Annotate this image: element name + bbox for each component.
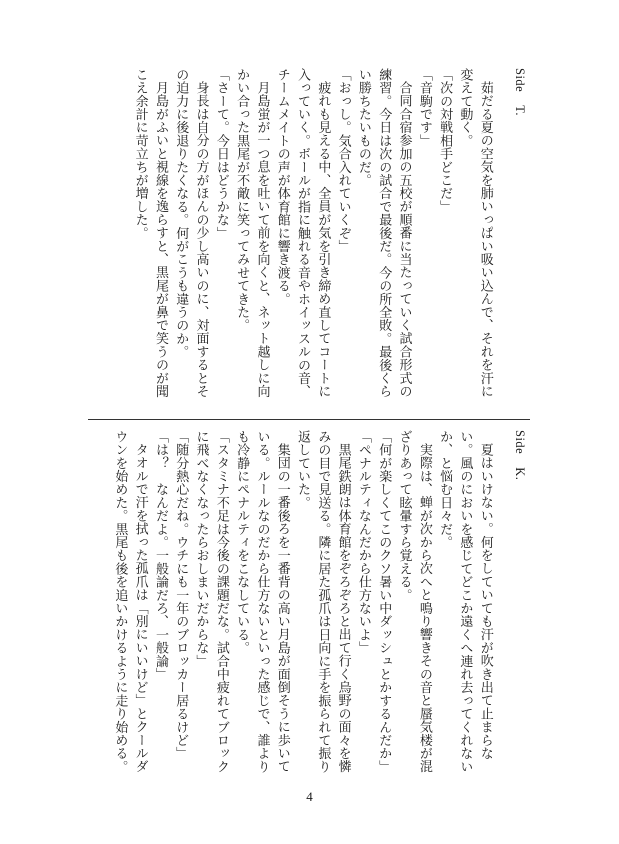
paragraph: 月島がふいと視線を逸らすと、黒尾が鼻で笑うのが聞こえ余計に苛立ちが増した。 — [132, 68, 168, 398]
section-heading: Side T. — [513, 68, 527, 117]
paragraph: 黒尾鉄朗は体育館をぞろぞろと出て行く烏野の面々を憐みの目で見送る。隣に居た孤爪は日向に手を振られて振り返していた。 — [295, 430, 351, 774]
paragraph: 疲れも見える中、全員が気を引き締め直してコートに入っていく。ボールが指に触れる音やホイッスルの音、チームメイトの声が体育館に響き渡る。 — [274, 68, 331, 398]
paragraph: 茹だる夏の空気を肺いっぱい吸い込んで、それを汗に変えて動く。 — [457, 68, 493, 398]
section-divider — [88, 419, 530, 420]
dialogue-line: 「随分熱心だね。ウチにも一年のブロッカー居るけど」 — [173, 430, 189, 760]
paragraph: 合同合宿参加の五校が順番に当たっていく試合形式の練習。今日は次の試合で最後だ。今の所全敗。最後くらい勝ちたいものだ。 — [355, 68, 412, 398]
dialogue-line: 「次の対戦相手どこだ」 — [437, 68, 453, 214]
dialogue-line: 「は？ なんだよ。一般論だろ、一般論」 — [152, 430, 168, 681]
dialogue-line: 「さーて。今日はどうかな」 — [213, 68, 229, 240]
dialogue-line: 「スタミナ不足は今後の課題だな。試合中疲れてブロックに飛べなくなったらおしまいだからな」 — [193, 430, 229, 774]
dialogue-line: 「ペナルティなんだから仕方ないよ」 — [355, 430, 371, 655]
paragraph: 夏はいけない。何をしていても汗が吹き出て止まらない。風のにおいを感じてどこか遠くへ連れ去ってくれないか、と悩む日々だ。 — [437, 430, 493, 774]
paragraph: 実際は、蝉が次から次へと鳴り響きその音と蜃気楼が混ざりあって眩暈すら覚える。 — [396, 430, 432, 773]
dialogue-line: 「音駒です」 — [416, 68, 432, 148]
page-number: 4 — [306, 789, 313, 804]
section-side-t — [88, 68, 530, 406]
dialogue-line: 「おっし。気合入れていくぞ」 — [335, 68, 351, 253]
dialogue-line: 「何が楽しくてこのクソ暑い中ダッシュとかするんだか」 — [376, 430, 392, 774]
paragraph: 身長は自分の方がほんの少し高いのに、対面するとその迫力に後退りたくなる。何がこうも違うのか。 — [173, 68, 209, 398]
section-heading: Side K. — [513, 430, 527, 481]
section-side-k — [88, 430, 530, 776]
paragraph: 集団の一番後ろを一番背の高い月島が面倒そうに歩いている。ルールなのだから仕方ないといった感じで、誰よりも冷静にペナルティをこなしている。 — [234, 430, 290, 774]
paragraph: タオルで汗を拭った孤爪は「別にいいけど」とクールダウンを始めた。黒尾も後を追いかけるように走り始める。 — [112, 430, 148, 774]
paragraph: 月島蛍が一つ息を吐いて前を向くと、ネット越しに向かい合った黒尾が不敵に笑ってみせてきた。 — [234, 68, 270, 398]
